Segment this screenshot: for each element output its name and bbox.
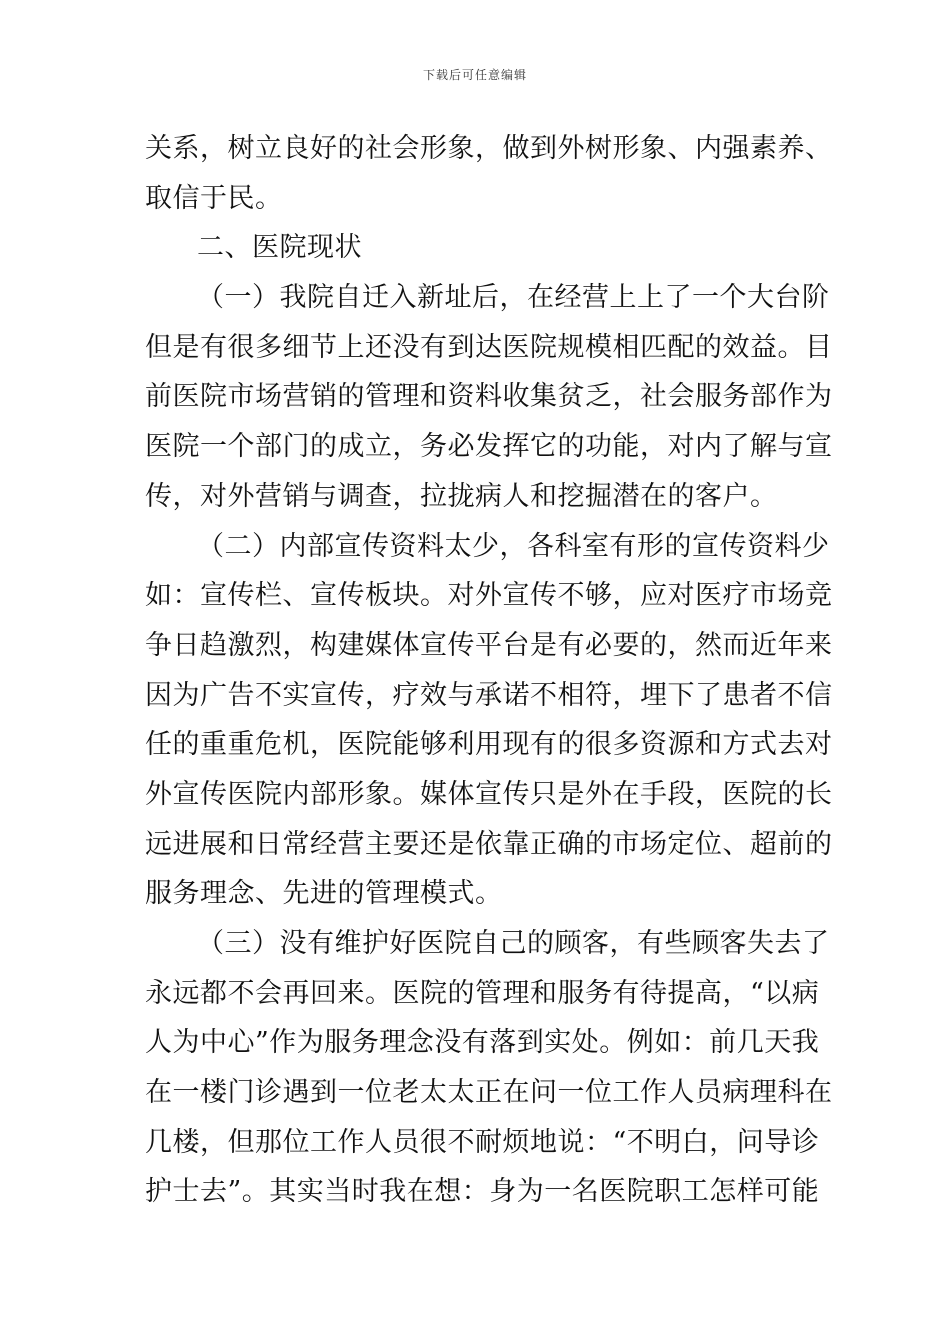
text-line: 医院一个部门的成立，务必发挥它的功能，对内了解与宣: [145, 431, 833, 463]
text-line: 人为中心”作为服务理念没有落到实处。例如：前几天我: [145, 1027, 820, 1059]
text-line: 几楼，但那位工作人员很不耐烦地说：“不明白，问导诊: [145, 1126, 820, 1158]
text-line: 但是有很多细节上还没有到达医院规模相匹配的效益。目: [145, 331, 833, 363]
body-text: [145, 124, 833, 1217]
text-line: 如：宣传栏、宣传板块。对外宣传不够，应对医疗市场竞: [145, 580, 833, 612]
header-note: 下载后可任意编辑: [422, 68, 527, 82]
text-line: 传，对外营销与调查，拉拢病人和挖掘潜在的客户。: [145, 480, 778, 512]
text-line: 任的重重危机，医院能够利用现有的很多资源和方式去对: [145, 729, 833, 761]
paragraph-first-line: （一）我院自迁入新址后，在经营上上了一个大台阶: [197, 282, 830, 314]
paragraph-first-line: （二）内部宣传资料太少，各科室有形的宣传资料少: [197, 530, 830, 562]
paragraph-first-line: （三）没有维护好医院自己的顾客，有些顾客失去了: [197, 928, 830, 959]
text-line: 护士去”。其实当时我在想：身为一名医院职工怎样可能: [145, 1176, 820, 1208]
text-line: 外宣传医院内部形象。媒体宣传只是外在手段，医院的长: [145, 778, 833, 810]
text-line: 前医院市场营销的管理和资料收集贫乏，社会服务部作为: [145, 381, 833, 413]
text-line: 取信于民。: [145, 182, 283, 214]
text-line: 远进展和日常经营主要还是依靠正确的市场定位、超前的: [145, 828, 833, 860]
text-line: 争日趋激烈，构建媒体宣传平台是有必要的，然而近年来: [145, 629, 833, 661]
text-line: 永远都不会再回来。医院的管理和服务有待提高，“以病: [145, 977, 820, 1009]
text-line: 在一楼门诊遇到一位老太太正在问一位工作人员病理科在: [145, 1077, 833, 1109]
text-line: 因为广告不实宣传，疗效与承诺不相符，埋下了患者不信: [145, 679, 833, 711]
section-heading: 二、医院现状: [197, 232, 362, 264]
text-line: 服务理念、先进的管理模式。: [145, 878, 503, 910]
text-line: 关系，树立良好的社会形象，做到外树形象、内强素养、: [145, 133, 833, 164]
